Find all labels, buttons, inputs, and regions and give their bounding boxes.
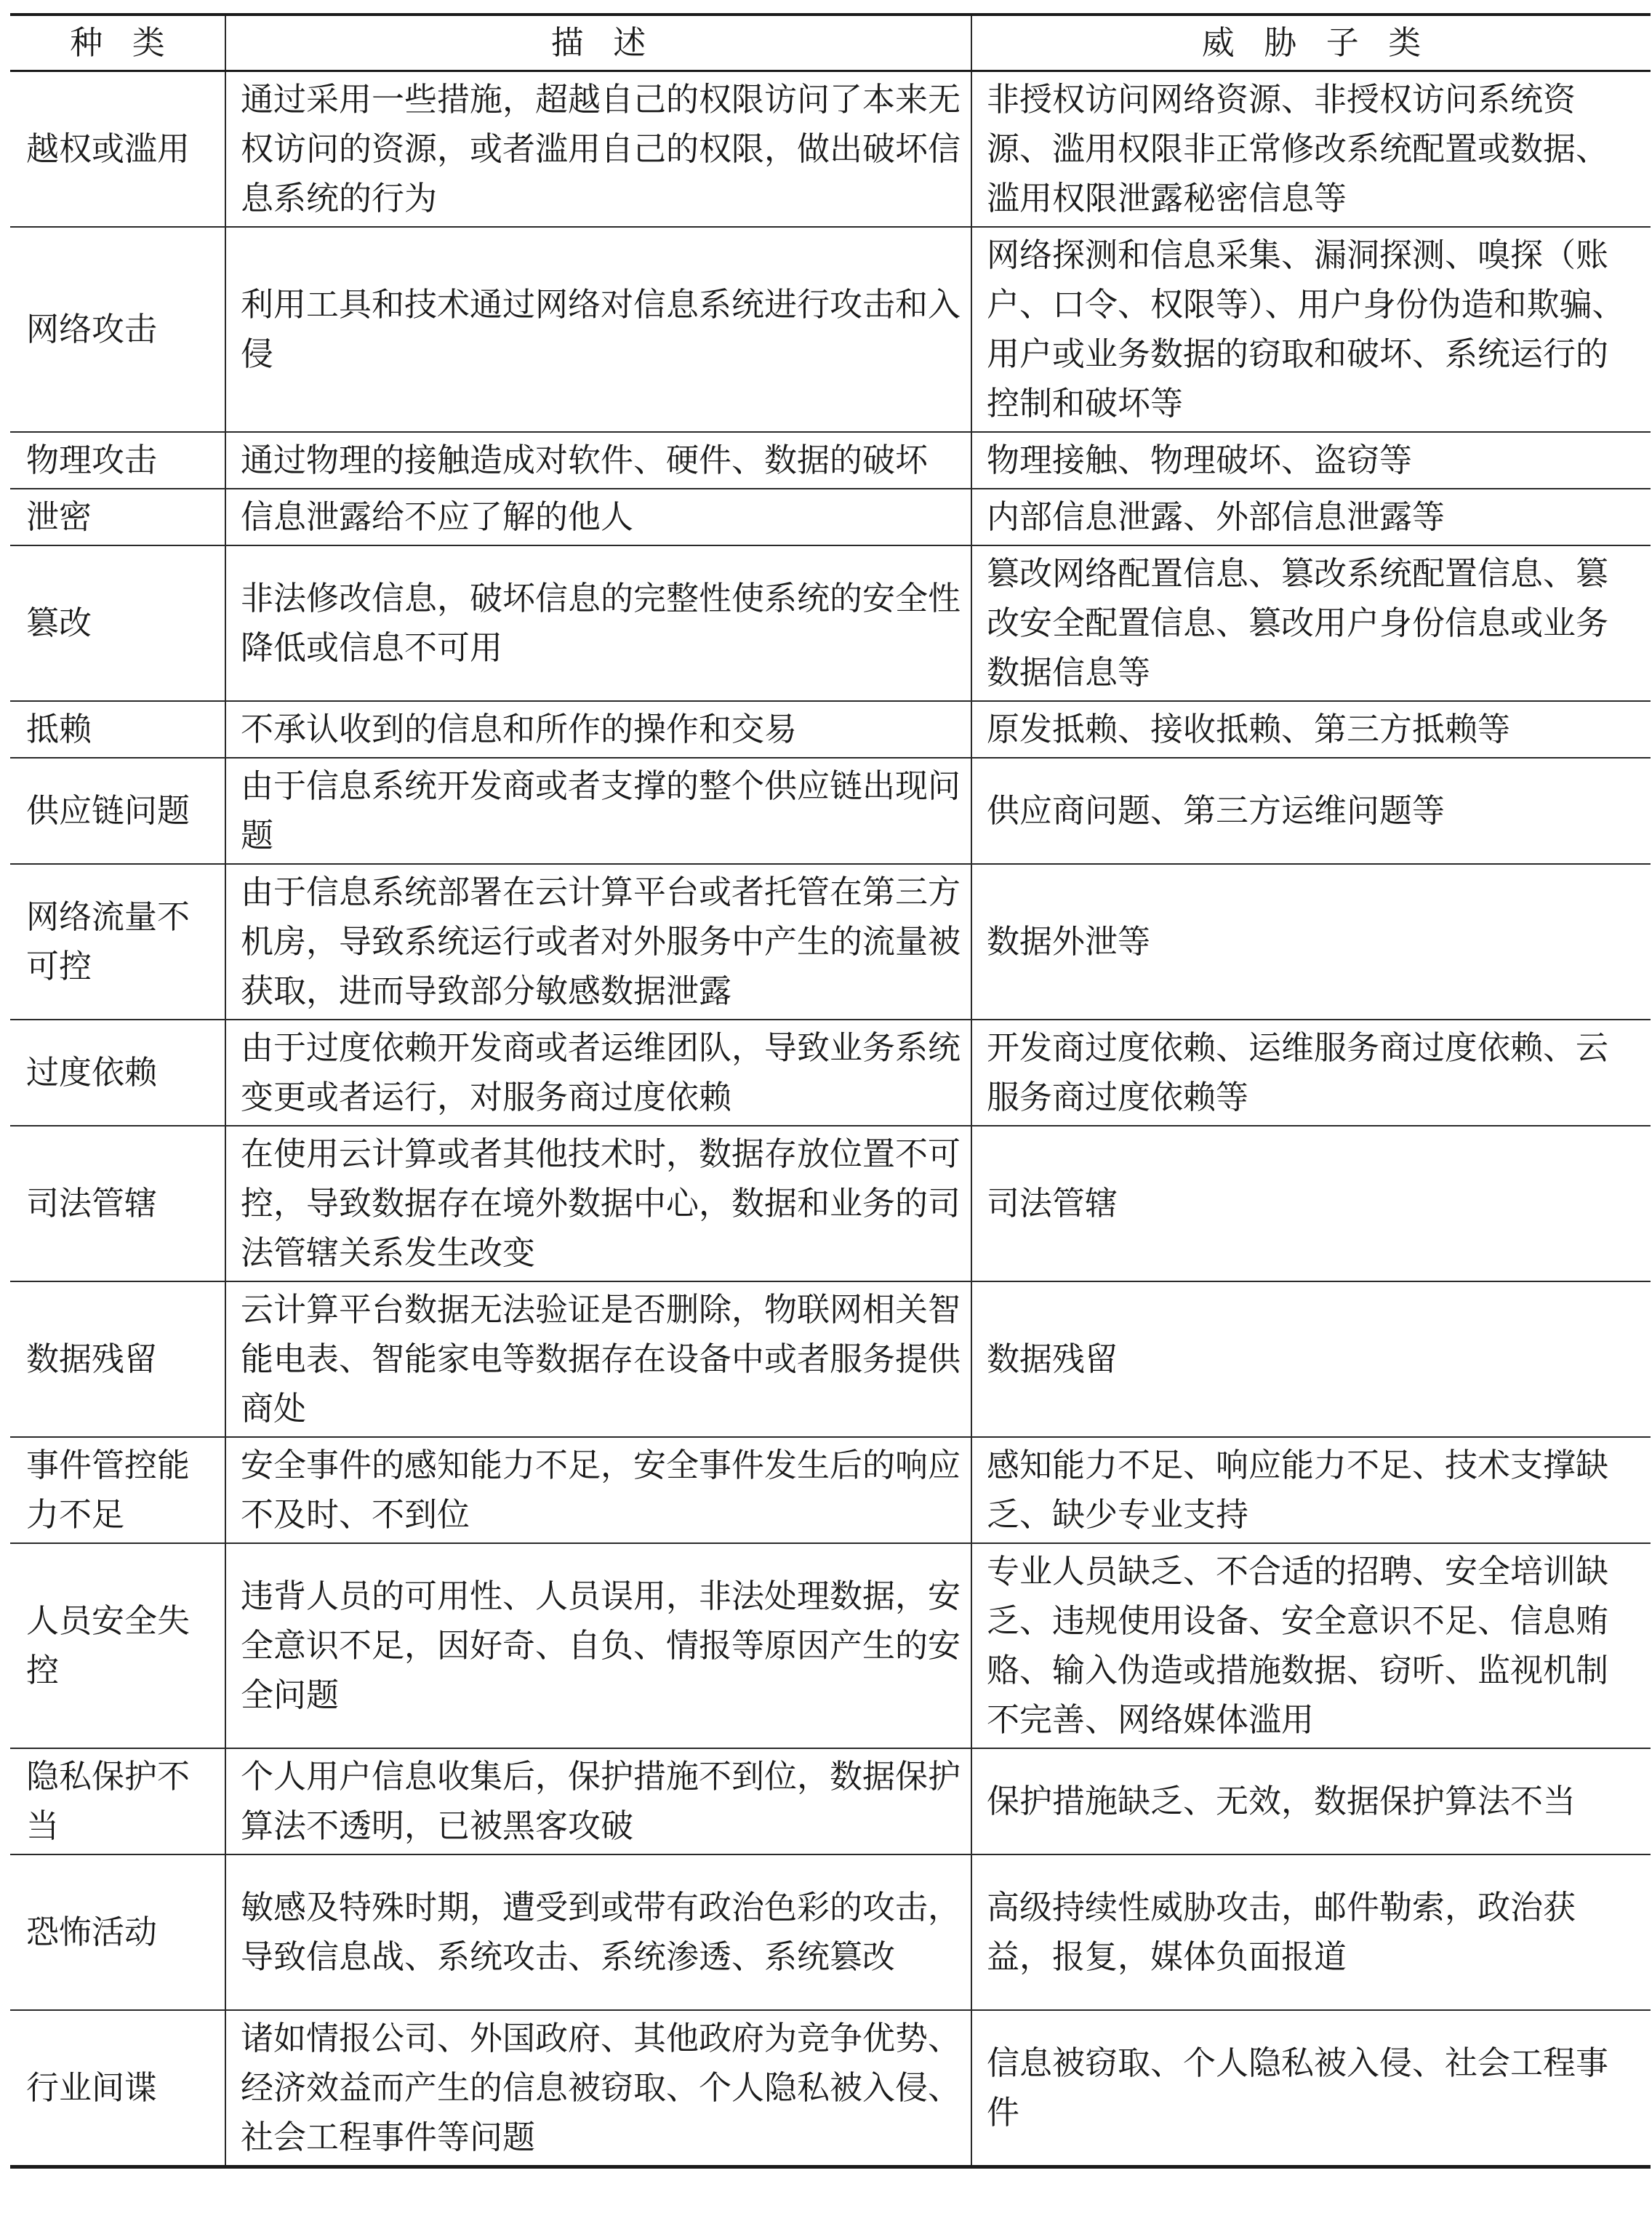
table-row [10,1748,1651,1854]
table-row [10,1126,1651,1281]
table-row [10,864,1651,1020]
row-description: 通过物理的接触造成对软件、硬件、数据的破坏 [225,432,971,489]
row-description: 不承认收到的信息和所作的操作和交易 [225,701,971,758]
row-description: 非法修改信息，破坏信息的完整性使系统的安全性降低或信息不可用 [225,545,971,701]
row-description: 违背人员的可用性、人员误用，非法处理数据，安全意识不足，因好奇、自负、情报等原因产生的安全问题 [225,1543,971,1748]
table-row [10,758,1651,864]
row-subclass: 原发抵赖、接收抵赖、第三方抵赖等 [971,701,1651,758]
table-body [10,71,1651,2167]
row-subclass: 专业人员缺乏、不合适的招聘、安全培训缺乏、违规使用设备、安全意识不足、信息贿赂、输入伪造或措施数据、窃听、监视机制不完善、网络媒体滥用 [971,1543,1651,1748]
row-kind: 供应链问题 [10,758,225,864]
row-description: 个人用户信息收集后，保护措施不到位，数据保护算法不透明，已被黑客攻破 [225,1748,971,1854]
row-kind: 隐私保护不当 [10,1748,225,1854]
header-subclass: 威胁子类 [971,15,1651,71]
row-description: 利用工具和技术通过网络对信息系统进行攻击和入侵 [225,227,971,432]
row-description: 信息泄露给不应了解的他人 [225,489,971,545]
row-subclass: 物理接触、物理破坏、盗窃等 [971,432,1651,489]
row-kind: 物理攻击 [10,432,225,489]
row-description: 通过采用一些措施，超越自己的权限访问了本来无权访问的资源，或者滥用自己的权限，做出破坏信息系统的行为 [225,71,971,228]
row-subclass: 供应商问题、第三方运维问题等 [971,758,1651,864]
row-kind: 过度依赖 [10,1020,225,1126]
row-subclass: 网络探测和信息采集、漏洞探测、嗅探（账户、口令、权限等）、用户身份伪造和欺骗、用户或业务数据的窃取和破坏、系统运行的控制和破坏等 [971,227,1651,432]
row-subclass: 非授权访问网络资源、非授权访问系统资源、滥用权限非正常修改系统配置或数据、滥用权限泄露秘密信息等 [971,71,1651,228]
row-kind: 抵赖 [10,701,225,758]
row-subclass: 内部信息泄露、外部信息泄露等 [971,489,1651,545]
row-description: 在使用云计算或者其他技术时，数据存放位置不可控，导致数据存在境外数据中心，数据和业务的司法管辖关系发生改变 [225,1126,971,1281]
row-description: 安全事件的感知能力不足，安全事件发生后的响应不及时、不到位 [225,1437,971,1543]
table-row [10,1854,1651,2010]
header-row [10,15,1651,71]
header-kind: 种类 [10,15,225,71]
table-row [10,545,1651,701]
row-description: 敏感及特殊时期，遭受到或带有政治色彩的攻击，导致信息战、系统攻击、系统渗透、系统篡改 [225,1854,971,2010]
table-row [10,2010,1651,2167]
row-kind: 人员安全失控 [10,1543,225,1748]
row-subclass: 开发商过度依赖、运维服务商过度依赖、云服务商过度依赖等 [971,1020,1651,1126]
row-subclass: 数据外泄等 [971,864,1651,1020]
row-description: 云计算平台数据无法验证是否删除，物联网相关智能电表、智能家电等数据存在设备中或者服务提供商处 [225,1281,971,1437]
header-description: 描述 [225,15,971,71]
row-description: 诸如情报公司、外国政府、其他政府为竞争优势、经济效益而产生的信息被窃取、个人隐私被入侵、社会工程事件等问题 [225,2010,971,2167]
row-kind: 司法管辖 [10,1126,225,1281]
row-subclass: 篡改网络配置信息、篡改系统配置信息、篡改安全配置信息、篡改用户身份信息或业务数据信息等 [971,545,1651,701]
table-row [10,489,1651,545]
table-row [10,1437,1651,1543]
row-kind: 数据残留 [10,1281,225,1437]
row-kind: 恐怖活动 [10,1854,225,2010]
row-subclass: 司法管辖 [971,1126,1651,1281]
row-kind: 泄密 [10,489,225,545]
table-row [10,1543,1651,1748]
table-row [10,432,1651,489]
row-kind: 网络流量不可控 [10,864,225,1020]
table-row [10,1281,1651,1437]
row-kind: 越权或滥用 [10,71,225,228]
row-description: 由于过度依赖开发商或者运维团队，导致业务系统变更或者运行，对服务商过度依赖 [225,1020,971,1126]
row-subclass: 数据残留 [971,1281,1651,1437]
row-kind: 事件管控能力不足 [10,1437,225,1543]
row-subclass: 高级持续性威胁攻击，邮件勒索，政治获益，报复，媒体负面报道 [971,1854,1651,2010]
row-description: 由于信息系统部署在云计算平台或者托管在第三方机房，导致系统运行或者对外服务中产生的流量被获取，进而导致部分敏感数据泄露 [225,864,971,1020]
table-row [10,1020,1651,1126]
table-row [10,701,1651,758]
row-kind: 篡改 [10,545,225,701]
row-subclass: 感知能力不足、响应能力不足、技术支撑缺乏、缺少专业支持 [971,1437,1651,1543]
threat-classification-table [10,13,1651,2169]
table-row [10,71,1651,228]
row-kind: 网络攻击 [10,227,225,432]
row-subclass: 保护措施缺乏、无效，数据保护算法不当 [971,1748,1651,1854]
row-subclass: 信息被窃取、个人隐私被入侵、社会工程事件 [971,2010,1651,2167]
table-header [10,15,1651,71]
table-row [10,227,1651,432]
row-description: 由于信息系统开发商或者支撑的整个供应链出现问题 [225,758,971,864]
row-kind: 行业间谍 [10,2010,225,2167]
